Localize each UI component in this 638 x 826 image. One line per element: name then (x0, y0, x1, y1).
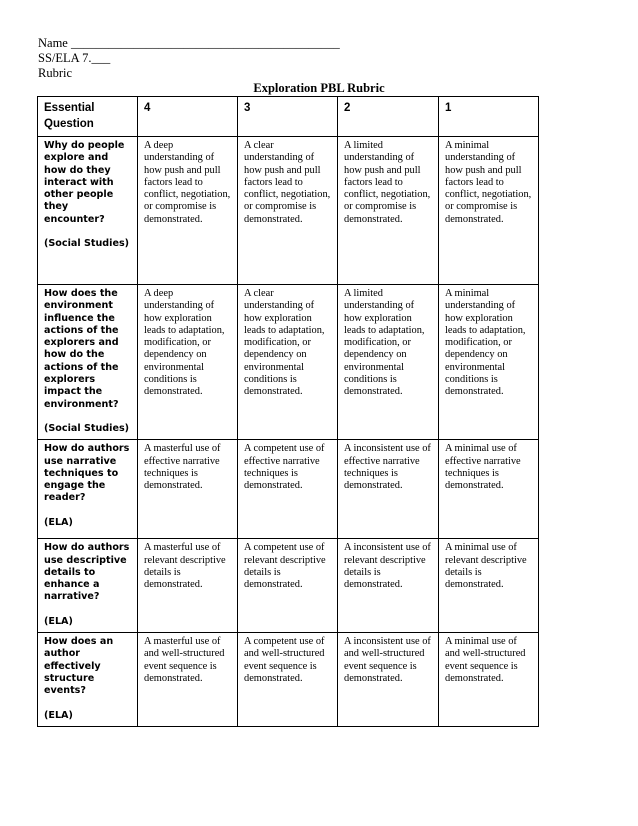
score-3-cell: A clear understanding of how push and pull factors lead to conflict, negotiation, or compromise is demonstrated. (238, 137, 338, 285)
score-1-cell: A minimal use of relevant descriptive details is demonstrated. (439, 539, 539, 633)
column-header-essential-question: Essential Question (38, 97, 138, 137)
subject-label: (ELA) (44, 615, 73, 627)
score-2-cell: A inconsistent use of and well-structured event sequence is demonstrated. (338, 633, 439, 727)
table-row (38, 633, 539, 727)
score-1-cell: A minimal understanding of how exploration leads to adaptation, modification, or dependency on environmental conditions is demonstrated. (439, 285, 539, 440)
score-1-cell: A minimal use of effective narrative techniques is demonstrated. (439, 440, 539, 539)
subject-label: (ELA) (44, 709, 73, 721)
question-text: How do authors use narrative techniques to engage the reader? (44, 443, 130, 504)
score-3-cell: A competent use of relevant descriptive details is demonstrated. (238, 539, 338, 633)
score-4-cell: A masterful use of and well-structured event sequence is demonstrated. (138, 633, 238, 727)
question-cell (38, 285, 138, 440)
question-text: How do authors use descriptive details to enhance a narrative? (44, 542, 130, 603)
score-2-cell: A limited understanding of how exploration leads to adaptation, modification, or dependency on environmental conditions is demonstrated. (338, 285, 439, 440)
score-3-cell: A clear understanding of how exploration leads to adaptation, modification, or dependency on environmental conditions is demonstrated. (238, 285, 338, 440)
subject-label: (ELA) (44, 516, 73, 528)
score-4-cell: A deep understanding of how push and pull factors lead to conflict, negotiation, or compromise is demonstrated. (138, 137, 238, 285)
score-2-cell: A inconsistent use of relevant descriptive details is demonstrated. (338, 539, 439, 633)
question-cell (38, 440, 138, 539)
rubric-table (37, 96, 539, 727)
score-3-cell: A competent use of and well-structured event sequence is demonstrated. (238, 633, 338, 727)
score-2-cell: A limited understanding of how push and pull factors lead to conflict, negotiation, or compromise is demonstrated. (338, 137, 439, 285)
column-header-score-1: 1 (439, 97, 539, 137)
question-cell (38, 137, 138, 285)
question-text: How does the environment influence the actions of the explorers and how do the actions of the explorers impact the environment? (44, 288, 119, 410)
document-header (38, 36, 340, 81)
score-3-cell: A competent use of effective narrative techniques is demonstrated. (238, 440, 338, 539)
table-row (38, 440, 539, 539)
score-4-cell: A masterful use of effective narrative techniques is demonstrated. (138, 440, 238, 539)
question-cell (38, 633, 138, 727)
column-header-score-2: 2 (338, 97, 439, 137)
question-text: Why do people explore and how do they interact with other people they encounter? (44, 140, 125, 225)
table-row (38, 137, 539, 285)
name-line: Name ___________________________________________ (38, 36, 340, 50)
question-text: How does an author effectively structure events? (44, 636, 114, 697)
score-2-cell: A inconsistent use of effective narrative techniques is demonstrated. (338, 440, 439, 539)
column-header-score-3: 3 (238, 97, 338, 137)
table-row (38, 285, 539, 440)
table-header-row (38, 97, 539, 137)
column-header-score-4: 4 (138, 97, 238, 137)
score-1-cell: A minimal understanding of how push and pull factors lead to conflict, negotiation, or compromise is demonstrated. (439, 137, 539, 285)
table-row (38, 539, 539, 633)
score-4-cell: A masterful use of relevant descriptive details is demonstrated. (138, 539, 238, 633)
class-line: SS/ELA 7.___ (38, 51, 111, 65)
page-title: Exploration PBL Rubric (253, 81, 385, 95)
score-1-cell: A minimal use of and well-structured event sequence is demonstrated. (439, 633, 539, 727)
question-cell (38, 539, 138, 633)
subject-label: (Social Studies) (44, 422, 130, 434)
subject-label: (Social Studies) (44, 238, 130, 250)
rubric-label: Rubric (38, 66, 73, 80)
score-4-cell: A deep understanding of how exploration leads to adaptation, modification, or dependency on environmental conditions is demonstrated. (138, 285, 238, 440)
